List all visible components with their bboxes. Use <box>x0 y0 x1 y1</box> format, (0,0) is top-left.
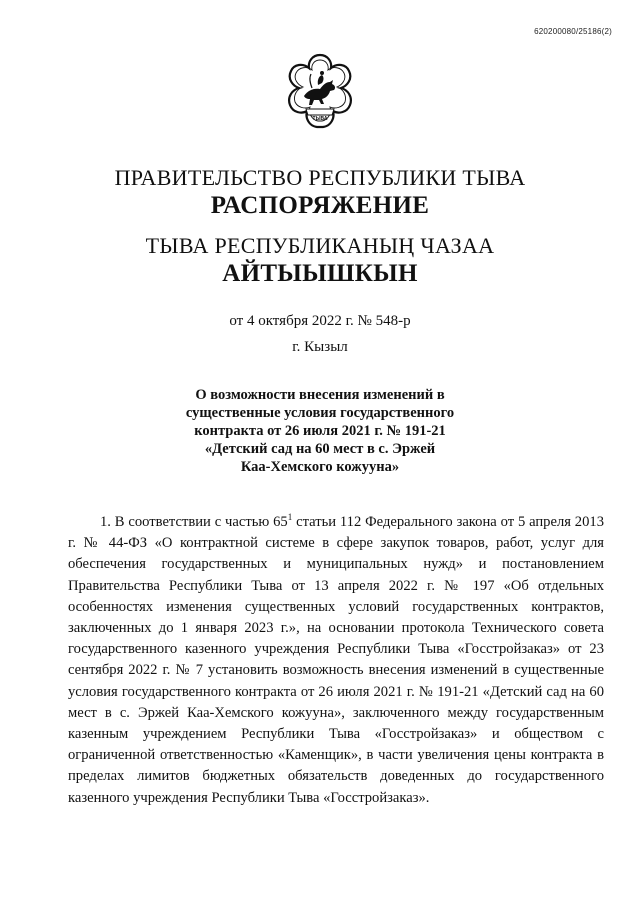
title-line: «Детский сад на 60 мест в с. Эржей <box>204 441 436 457</box>
emblem-text: ТЫВА <box>312 116 328 122</box>
order-city: г. Кызыл <box>292 339 348 355</box>
paragraph-1-superscript: 1 <box>287 512 293 523</box>
document-number: 620200080/25186(2) <box>534 27 612 36</box>
title-line: существенные условия государственного <box>185 405 455 421</box>
order-subject-title <box>160 386 480 476</box>
government-title-tyv: ТЫВА РЕСПУБЛИКАНЫҢ ЧАЗАА <box>145 233 495 258</box>
title-line: контракта от 26 июля 2021 г. № 191-21 <box>194 423 446 439</box>
paragraph-1-start: 1. В соответствии с частью 65 <box>100 514 288 530</box>
paragraph-1 <box>68 512 604 809</box>
order-date-number: от 4 октября 2022 г. № 548-р <box>229 313 411 329</box>
paragraph-1-rest: статьи 112 Федерального закона от 5 апреля 2013 г. № 44-ФЗ «О контрактной системе в сфере закупок товаров, работ, услуг для обеспечения государственных и муниципальных нужд» и постановлением Правительства Республики Тыва от 13 апреля 2022 г. № 197 «Об отдельных особенностях изменения существенных условий государственных контрактов, заключенных до 1 января 2023 г.», на основании протокола Технического совета государственного казенного учреждения Республики Тыва «Госстройзаказ» от 23 сентября 2022 г. № 7 установить возможность внесения изменений в существенные условия государственного контракта от 26 июля 2021 г. № 191-21 «Детский сад на 60 мест в с. Эржей Каа-Хемского кожууна», заключенного между государственным казенным учреждением Республики Тыва «Госстройзаказ» и обществом с ограниченной ответственностью «Каменщик», в части увеличения цены контракта в пределах лимитов бюджетных обязательств доведенных до государственного казенного учреждения Республики Тыва «Госстройзаказ». <box>68 514 604 806</box>
title-line: Каа-Хемского кожууна» <box>240 459 400 475</box>
order-title-ru: РАСПОРЯЖЕНИЕ <box>210 192 430 219</box>
order-title-tyv: АЙТЫЫШКЫН <box>222 260 418 287</box>
title-line: О возможности внесения изменений в <box>195 387 445 403</box>
government-title-ru: ПРАВИТЕЛЬСТВО РЕСПУБЛИКИ ТЫВА <box>114 165 526 190</box>
order-body <box>68 512 604 809</box>
